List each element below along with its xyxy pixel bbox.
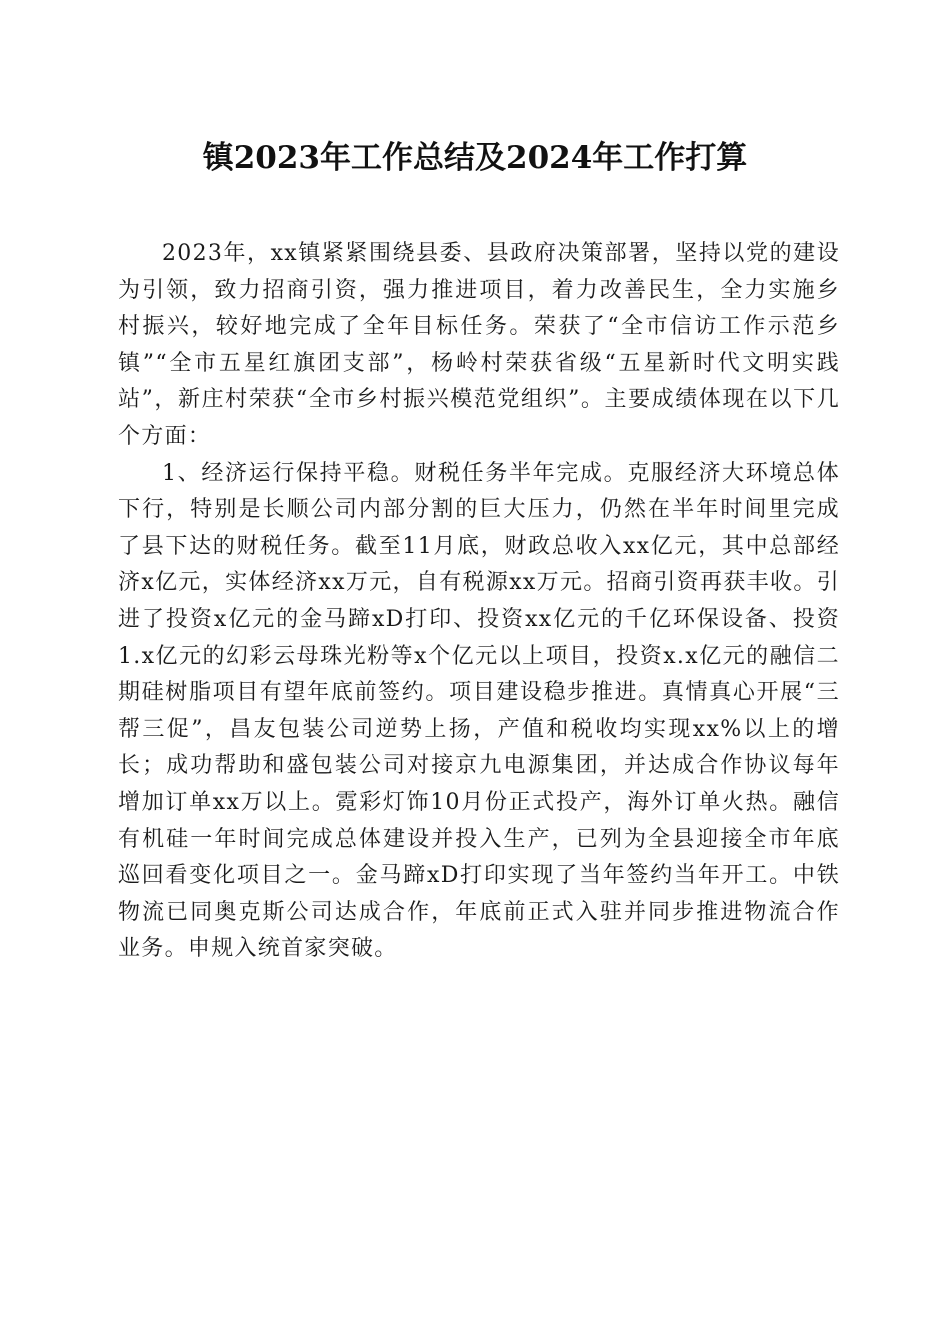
document-body: [118, 236, 840, 968]
paragraph-economy: 1、经济运行保持平稳。财税任务半年完成。克服经济大环境总体下行，特别是长顺公司内部分割的巨大压力，仍然在半年时间里完成了县下达的财税任务。截至11月底，财政总收入xx亿元，其中总部经济x亿元，实体经济xx万元，自有税源xx万元。招商引资再获丰收。引进了投资x亿元的金马蹄xD打印、投资xx亿元的千亿环保设备、投资1.x亿元的幻彩云母珠光粉等x个亿元以上项目，投资x.x亿元的融信二期硅树脂项目有望年底前签约。项目建设稳步推进。真情真心开展“三帮三促”，昌友包装公司逆势上扬，产值和税收均实现xx%以上的增长；成功帮助和盛包装公司对接京九电源集团，并达成合作协议每年增加订单xx万以上。霓彩灯饰10月份正式投产，海外订单火热。融信有机硅一年时间完成总体建设并投入生产，已列为全县迎接全市年底巡回看变化项目之一。金马蹄xD打印实现了当年签约当年开工。中铁物流已同奥克斯公司达成合作，年底前正式入驻并同步推进物流合作业务。申规入统首家突破。: [118, 460, 840, 962]
document-title: 镇2023年工作总结及2024年工作打算: [202, 140, 748, 176]
paragraph-intro: 2023年，xx镇紧紧围绕县委、县政府决策部署，坚持以党的建设为引领，致力招商引资，强力推进项目，着力改善民生，全力实施乡村振兴，较好地完成了全年目标任务。荣获了“全市信访工作示范乡镇”“全市五星红旗团支部”，杨岭村荣获省级“五星新时代文明实践站”，新庄村荣获“全市乡村振兴模范党组织”。主要成绩体现在以下几个方面：: [118, 241, 840, 449]
